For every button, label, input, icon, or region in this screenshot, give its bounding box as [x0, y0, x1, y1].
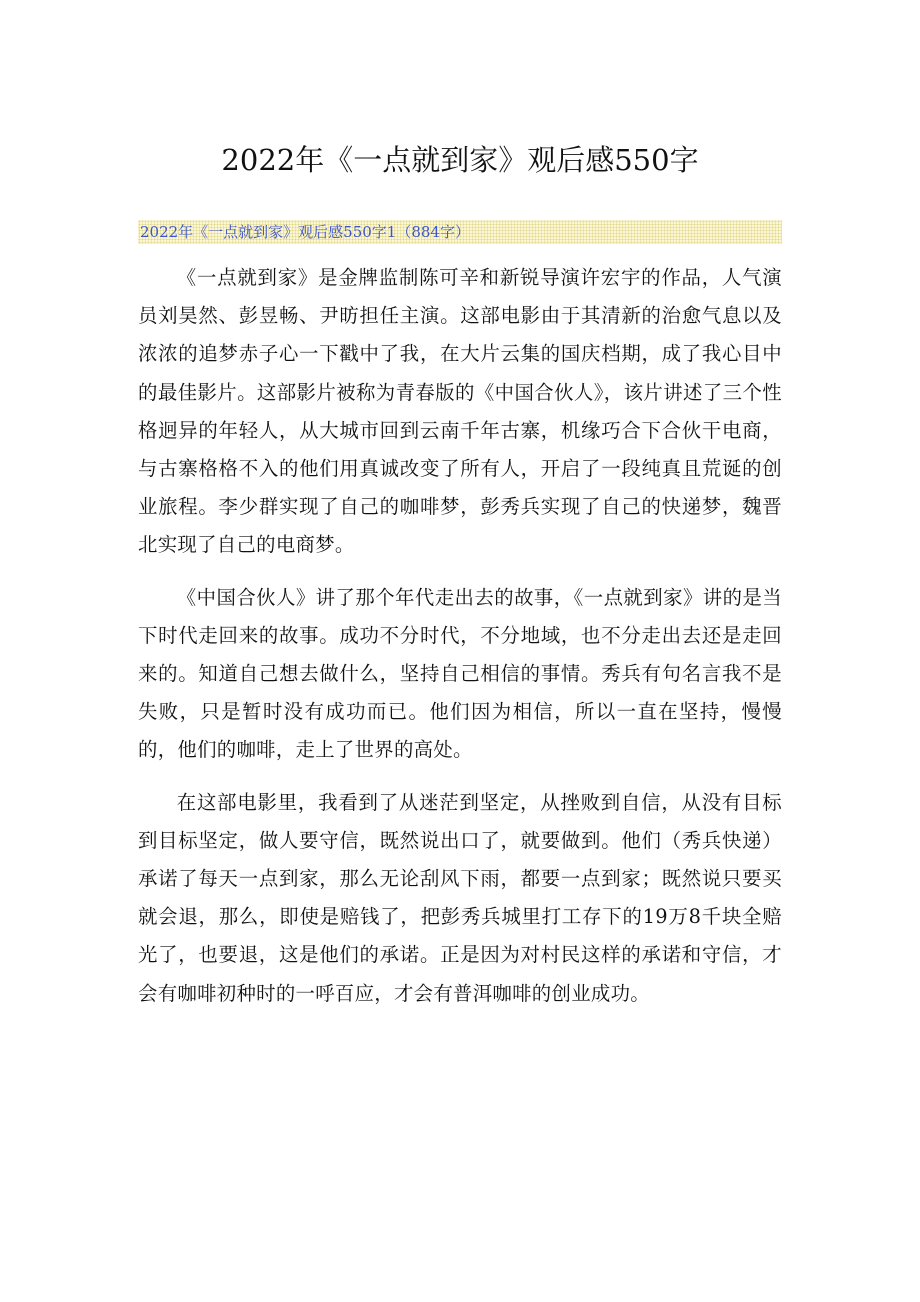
section-heading[interactable]: 2022年《一点就到家》观后感550字1（884字） — [138, 220, 782, 244]
body-text — [138, 259, 782, 1027]
paragraph-1: 《一点就到家》是金牌监制陈可辛和新锐导演许宏宇的作品，人气演员刘昊然、彭昱畅、尹昉担任主演。这部电影由于其清新的治愈气息以及浓浓的追梦赤子心一下戳中了我，在大片云集的国庆档期，成了我心目中的最佳影片。这部影片被称为青春版的《中国合伙人》，该片讲述了三个性格迥异的年轻人，从大城市回到云南千年古寨，机缘巧合下合伙干电商，与古寨格格不入的他们用真诚改变了所有人，开启了一段纯真且荒诞的创业旅程。李少群实现了自己的咖啡梦，彭秀兵实现了自己的快递梦，魏晋北实现了自己的电商梦。 — [138, 266, 782, 557]
paragraph-3: 在这部电影里，我看到了从迷茫到坚定，从挫败到自信，从没有目标到目标坚定，做人要守信，既然说出口了，就要做到。他们（秀兵快递）承诺了每天一点到家，那么无论刮风下雨，都要一点到家；既然说只要买就会退，那么，即使是赔钱了，把彭秀兵城里打工存下的19万8千块全赔光了，也要退，这是他们的承诺。正是因为对村民这样的承诺和守信，才会有咖啡初种时的一呼百应，才会有普洱咖啡的创业成功。 — [138, 790, 782, 1005]
document-title: 2022年《一点就到家》观后感550字 — [221, 143, 699, 177]
paragraph-2: 《中国合伙人》讲了那个年代走出去的故事，《一点就到家》讲的是当下时代走回来的故事。成功不分时代，不分地域，也不分走出去还是走回来的。知道自己想去做什么，坚持自己相信的事情。秀兵有句名言我不是失败，只是暂时没有成功而已。他们因为相信，所以一直在坚持，慢慢的，他们的咖啡，走上了世界的高处。 — [138, 585, 782, 762]
